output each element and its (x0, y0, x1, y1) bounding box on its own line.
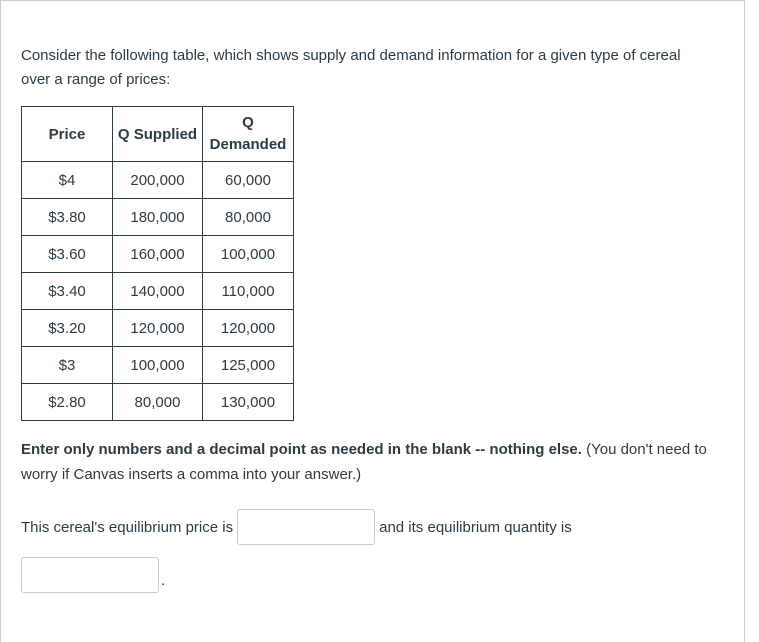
cell-q-supplied: 200,000 (113, 162, 203, 199)
cell-q-demanded: 100,000 (203, 236, 294, 273)
equilibrium-price-input[interactable] (237, 509, 375, 545)
cell-q-supplied: 140,000 (113, 273, 203, 310)
quantity-prompt: and its equilibrium quantity is (379, 518, 572, 536)
cell-price: $3.20 (22, 310, 113, 347)
cell-q-demanded: 130,000 (203, 384, 294, 421)
table-row (22, 310, 294, 347)
header-price: Price (22, 107, 113, 162)
instructions-bold: Enter only numbers and a decimal point as needed in the blank -- nothing else. (21, 441, 582, 458)
supply-demand-table (21, 106, 294, 421)
cell-price: $3.60 (22, 236, 113, 273)
table-header-row (22, 107, 294, 162)
header-q-demanded-bottom: Demanded (209, 136, 287, 153)
intro-text (21, 44, 731, 92)
cell-q-supplied: 100,000 (113, 347, 203, 384)
cell-price: $3.80 (22, 199, 113, 236)
sentence-period: . (161, 572, 166, 589)
price-prompt: This cereal's equilibrium price is (21, 518, 234, 536)
table-row (22, 384, 294, 421)
answer-line-2 (21, 557, 731, 593)
cell-q-supplied: 180,000 (113, 199, 203, 236)
cell-price: $3.40 (22, 273, 113, 310)
cell-q-demanded: 80,000 (203, 199, 294, 236)
header-q-demanded-top: Q (242, 114, 254, 131)
table-row (22, 273, 294, 310)
intro-line-2: over a range of prices: (21, 71, 171, 88)
cell-q-supplied: 160,000 (113, 236, 203, 273)
cell-price: $2.80 (22, 384, 113, 421)
intro-line-1: Consider the following table, which shows supply and demand information for a given type of cereal (21, 47, 681, 64)
table-row (22, 347, 294, 384)
instructions-text (21, 437, 731, 487)
cell-price: $3 (22, 347, 113, 384)
cell-q-demanded: 110,000 (203, 273, 294, 310)
table-row (22, 236, 294, 273)
equilibrium-quantity-input[interactable] (21, 557, 159, 593)
instructions-normal: (You don't need to worry if Canvas inserts a comma into your answer.) (21, 441, 707, 483)
header-q-supplied: Q Supplied (113, 107, 203, 162)
cell-q-demanded: 120,000 (203, 310, 294, 347)
header-q-demanded (203, 107, 294, 162)
cell-q-demanded: 60,000 (203, 162, 294, 199)
cell-q-demanded: 125,000 (203, 347, 294, 384)
table-row (22, 162, 294, 199)
question-content (21, 44, 731, 593)
cell-q-supplied: 80,000 (113, 384, 203, 421)
table-row (22, 199, 294, 236)
cell-q-supplied: 120,000 (113, 310, 203, 347)
cell-price: $4 (22, 162, 113, 199)
answer-line (21, 509, 731, 545)
